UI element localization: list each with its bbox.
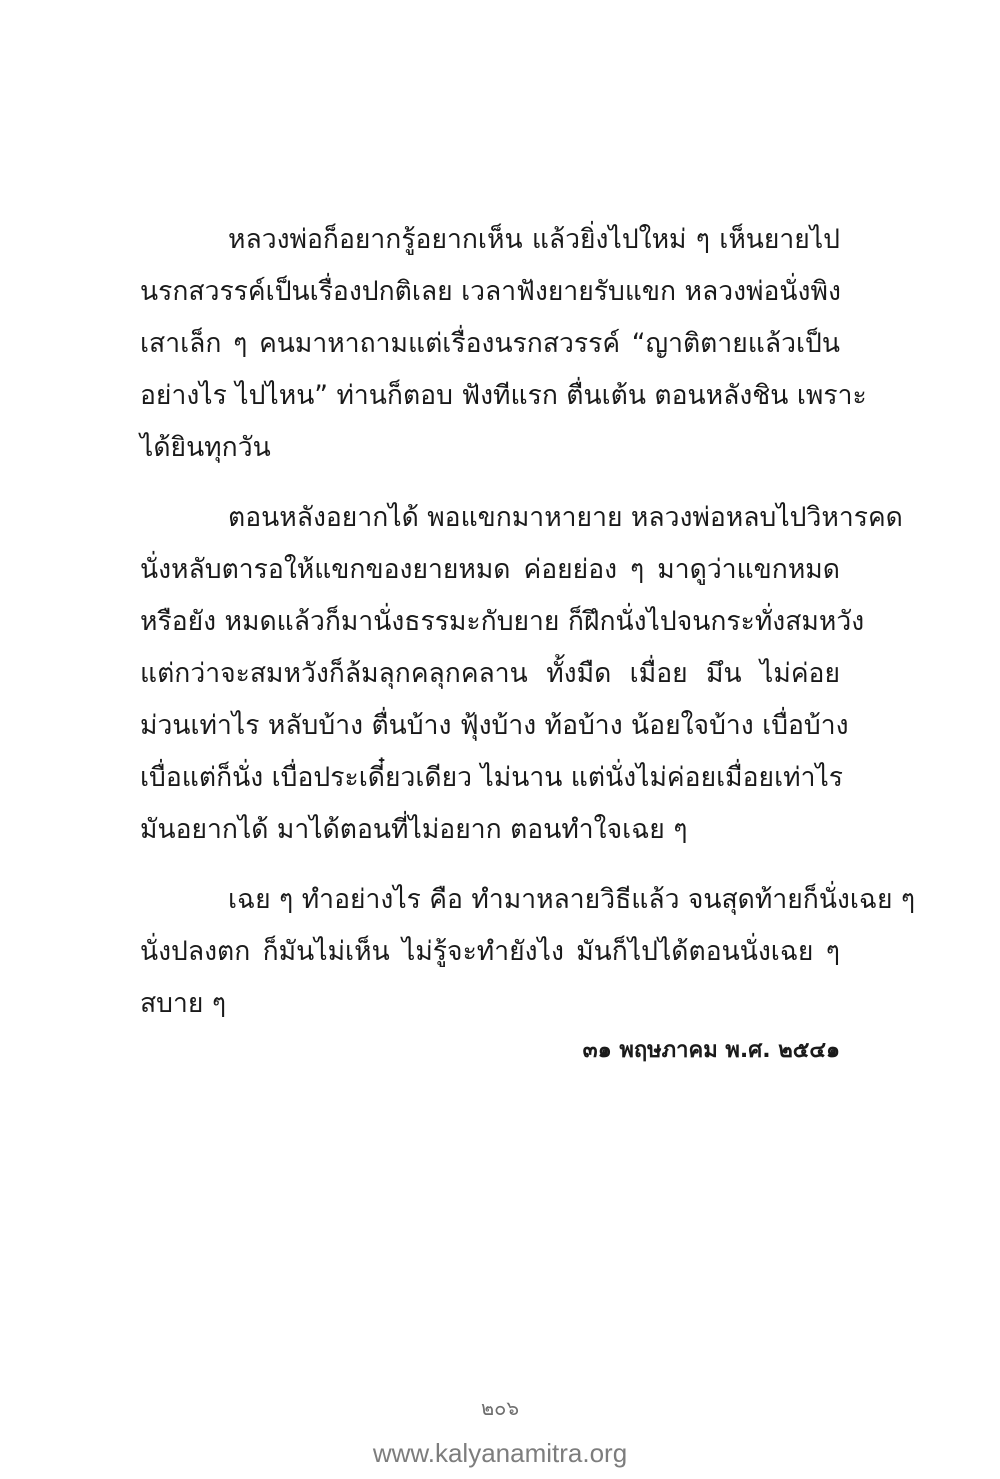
paragraph-1 <box>140 214 867 474</box>
dateline: ๓๑ พฤษภาคม พ.ศ. ๒๕๔๑ <box>582 1038 840 1063</box>
text-line: เบื่อแต่ก็นั่ง เบื่อประเดี๋ยวเดียว ไม่นาน แต่นั่งไม่ค่อยเมื่อยเท่าไร <box>140 762 844 793</box>
text-line: หลวงพ่อก็อยากรู้อยากเห็น แล้วยิ่งไปใหม่ ๆ เห็นยายไป <box>228 224 840 255</box>
paragraph-3 <box>140 874 916 1030</box>
text-line: มันอยากได้ มาได้ตอนที่ไม่อยาก ตอนทำใจเฉย ๆ <box>140 814 688 845</box>
text-line: เฉย ๆ ทำอย่างไร คือ ทำมาหลายวิธีแล้ว จนสุดท้ายก็นั่งเฉย ๆ <box>228 884 916 915</box>
text-line: ม่วนเท่าไร หลับบ้าง ตื่นบ้าง ฟุ้งบ้าง ท้อบ้าง น้อยใจบ้าง เบื่อบ้าง <box>140 710 849 741</box>
text-line: ได้ยินทุกวัน <box>140 432 271 463</box>
text-line: ตอนหลังอยากได้ พอแขกมาหายาย หลวงพ่อหลบไปวิหารคด <box>228 502 903 533</box>
body-text <box>140 214 916 1048</box>
text-line: หรือยัง หมดแล้วก็มานั่งธรรมะกับยาย ก็ฝึกนั่งไปจนกระทั่งสมหวัง <box>140 606 865 637</box>
text-line: นั่งหลับตารอให้แขกของยายหมด ค่อยย่อง ๆ มาดูว่าแขกหมด <box>140 554 840 585</box>
text-line: แต่กว่าจะสมหวังก็ล้มลุกคลุกคลาน ทั้งมืด เมื่อย มึน ไม่ค่อย <box>140 658 840 689</box>
website-footer: www.kalyanamitra.org <box>372 1438 628 1468</box>
page-number: ๒๐๖ <box>480 1396 520 1420</box>
paragraph-2 <box>140 492 903 856</box>
text-line: นั่งปลงตก ก็มันไม่เห็น ไม่รู้จะทำยังไง มันก็ไปได้ตอนนั่งเฉย ๆ <box>140 936 840 967</box>
text-line: เสาเล็ก ๆ คนมาหาถามแต่เรื่องนรกสวรรค์ “ญาติตายแล้วเป็น <box>140 328 840 359</box>
text-line: สบาย ๆ <box>140 988 227 1019</box>
text-line: นรกสวรรค์เป็นเรื่องปกติเลย เวลาฟังยายรับแขก หลวงพ่อนั่งพิง <box>140 276 841 307</box>
text-line: อย่างไร ไปไหน” ท่านก็ตอบ ฟังทีแรก ตื่นเต้น ตอนหลังชิน เพราะ <box>140 380 867 411</box>
